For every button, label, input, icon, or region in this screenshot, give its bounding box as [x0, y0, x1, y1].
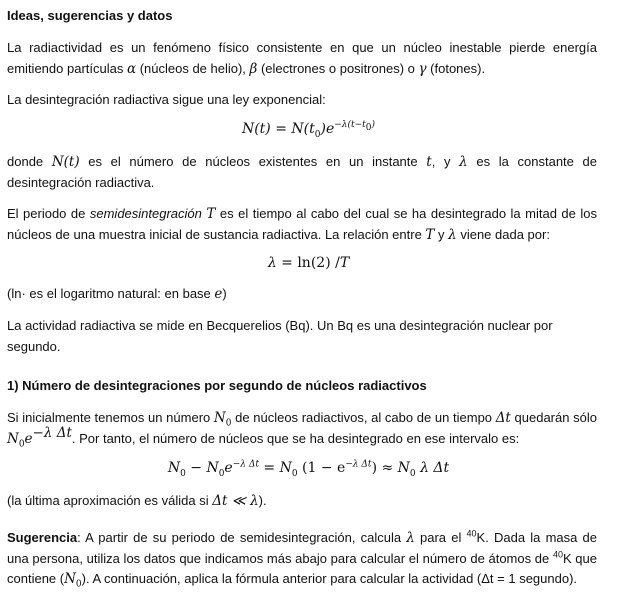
paragraph-decayed-nuclei: Si inicialmente tenemos un número $N_0$ de núcleos radiactivos, al cabo de un tiempo Δt quedarán sólo $N_0e^{-\lambda \Delta t}$. Por tanto, el número de núcleos que se ha desintegrado en ese intervalo es: — [7, 410, 597, 450]
equation-decayed-count: $N_0 - N_0e^{-\lambda \Delta t} = N_0$ $(1 - e^{-\lambda \Delta t}) \approx N_0$ λ Δt — [167, 459, 450, 479]
paragraph-suggestion: Sugerencia: A partir de su periodo de semidesintegración, calcula λ para el $^{40}$K. Dada la masa de una persona, utiliza los datos que indicamos más abajo para calcular el número de átomos de $^{40}$K que contiene $(N_0)$. A continuación, aplica la fórmula anterior para calcular la actividad (Δt = 1 segundo). — [7, 528, 597, 590]
suggestion-label: Sugerencia — [7, 530, 78, 545]
paragraph-ln-note: (ln· es el logaritmo natural: en base e) — [7, 286, 227, 302]
paragraph-half-life: El periodo de semidesintegración T es el tiempo al cabo del cual se ha desintegrado la mitad de los núcleos de una muestra inicial de sustancia radiactiva. La relación entre T y λ viene dada por: — [7, 206, 597, 243]
paragraph-definitions: donde N(t) es el número de núcleos existentes en un instante t, y λ es la constante de desintegración radiactiva. — [7, 154, 598, 190]
paragraph-becquerel: La actividad radiactiva se mide en Becquerelios (Bq). Un Bq es una desintegración nuclear por segundo. — [7, 318, 553, 354]
document-heading: Ideas, sugerencias y datos — [7, 8, 173, 23]
paragraph-radioactivity-intro: La radiactividad es un fenómeno físico consistente en que un núcleo inestable pierde energía emitiendo partículas α (núcleos de helio), β (electrones o positrones) o γ (fotones). — [7, 40, 597, 77]
equation-half-life-relation: λ = ln(2) /T — [267, 255, 350, 271]
paragraph-exponential-law: La desintegración radiactiva sigue una ley exponencial: — [7, 92, 326, 107]
paragraph-approximation-note: (la última aproximación es válida si Δt ≪ λ). — [7, 493, 267, 509]
section-1-title: 1) Número de desintegraciones por segundo de núcleos radiactivos — [7, 378, 427, 393]
equation-decay-law: $N(t) = N(t_0)e^{-\lambda(t-t_0)}$ — [241, 120, 376, 140]
